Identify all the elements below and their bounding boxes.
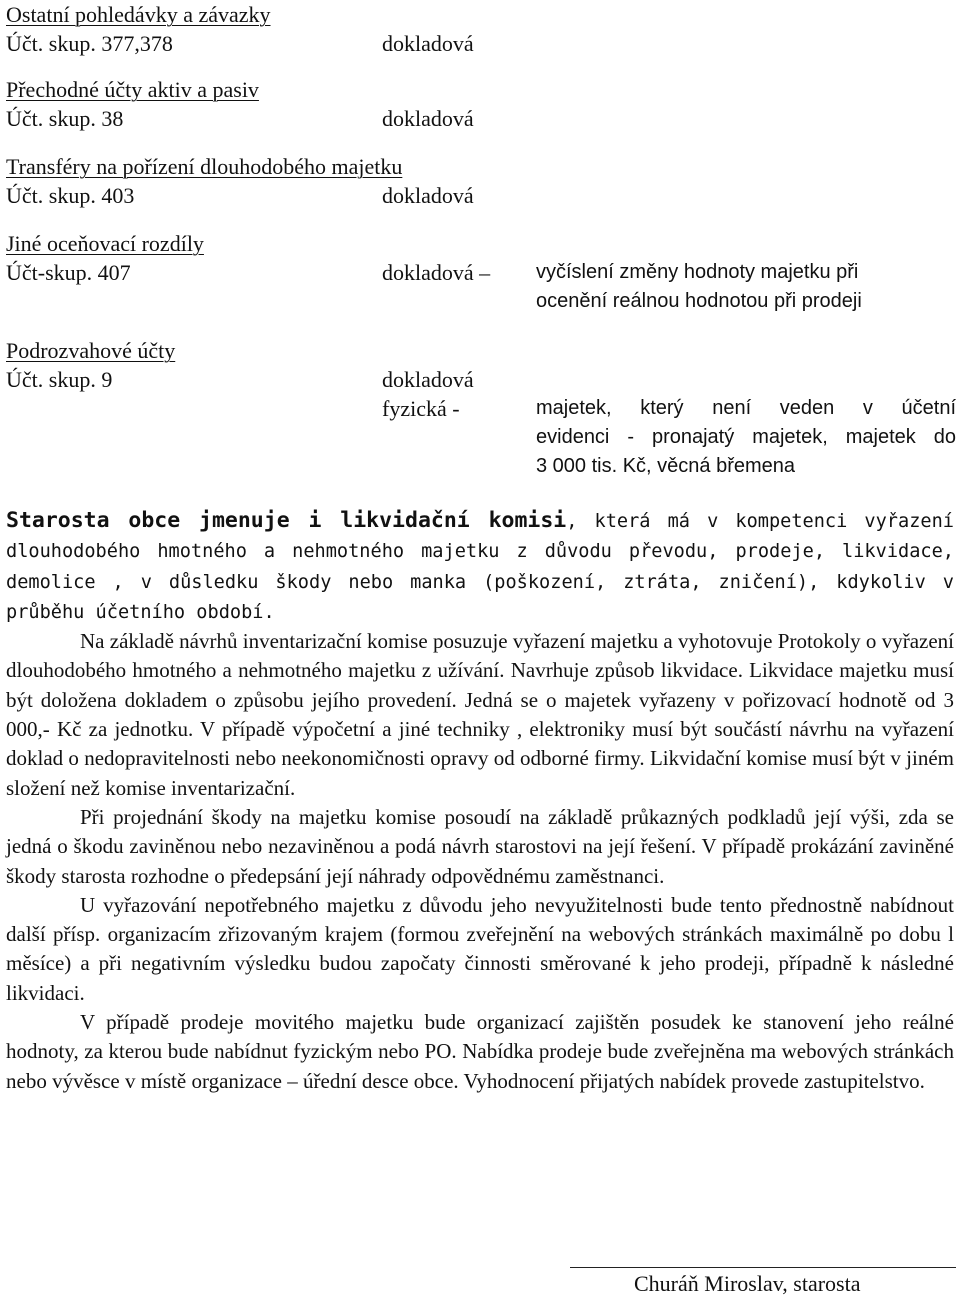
account-note-line: majetek, který není veden v účetní bbox=[536, 397, 956, 419]
signature: Churáň Miroslav, starosta bbox=[634, 1271, 861, 1296]
account-note-line: 3 000 tis. Kč, věcná břemena bbox=[536, 455, 796, 477]
inventory-kind: dokladová bbox=[382, 367, 474, 392]
account-group-9 bbox=[6, 336, 956, 481]
account-group-407 bbox=[6, 229, 956, 316]
inventory-kind: dokladová bbox=[382, 183, 474, 208]
paragraph-disposal: U vyřazování nepotřebného majetku z důvodu jeho nevyužitelnosti bude tento přednostně nabídnout další přísp. organizacím zřizovaným krajem (formou zveřejnění na webových stránkách maximálně po dobu l měsíce) a při negativním výsledku budou započaty činnosti směrované k jeho prodeji, případně k následné likvidaci. bbox=[6, 892, 954, 1005]
account-group-377 bbox=[6, 0, 956, 58]
account-note-line: evidenci - pronajatý majetek, majetek do bbox=[536, 426, 956, 448]
account-group-38 bbox=[6, 75, 956, 133]
paragraph-damage: Při projednání škody na majetku komise posoudí na základě průkazných podkladů její výši, zda se jedná o škodu zaviněnou nebo nezaviněnou a podá návrh starostovi na její řešení. V případě prokázání zaviněné škody starosta rozhodne o předepsání její náhrady odpovědnému zaměstnanci. bbox=[6, 804, 954, 888]
account-group-403 bbox=[6, 152, 956, 210]
account-code: Účt. skup. 377,378 bbox=[6, 31, 173, 56]
account-heading: Transféry na pořízení dlouhodobého majetku bbox=[6, 154, 403, 179]
account-code: Účt-skup. 407 bbox=[6, 260, 131, 285]
account-heading: Jiné oceňovací rozdíly bbox=[6, 231, 204, 256]
account-note-line: vyčíslení změny hodnoty majetku při bbox=[536, 261, 859, 283]
inventory-kind: dokladová – bbox=[382, 260, 491, 285]
account-note-line: ocenění reálnou hodnotou při prodeji bbox=[536, 290, 862, 312]
inventory-kind-secondary: fyzická - bbox=[382, 396, 460, 421]
paragraph-sale: V případě prodeje movitého majetku bude organizací zajištěn posudek ke stanovení jeho reálné hodnoty, za kterou bude nabídnut fyzickým nebo PO. Nabídka prodeje bude zveřejněna ma webových stránkách nebo vývěsce v místě organizace – úřední desce obce. Vyhodnocení přijatých nabídek provede zastupitelstvo. bbox=[6, 1010, 954, 1093]
account-code: Účt. skup. 9 bbox=[6, 367, 113, 392]
paragraph-commission bbox=[6, 506, 954, 627]
account-heading: Podrozvahové účty bbox=[6, 338, 176, 363]
document-body bbox=[6, 506, 954, 1096]
paragraph-inventory: Na základě návrhů inventarizační komise posuzuje vyřazení majetku a vyhotovuje Protokoly o vyřazení dlouhodobého hmotného a nehmotného majetku z užívání. Navrhuje způsob likvidace. Likvidace majetku musí být doložena dokladem o způsobu jejího provedení. Jedná se o majetek vyřazeny v pořizovací hodnotě od 3 000,- Kč za jednotku. V případě výpočetní a jiné techniky , elektroniky musí být součástí návrhu na vyřazení doklad o nedopravitelnosti nebo neekonomičnosti opravy od odborné firmy. Likvidační komise musí být v jiném složení než komise inventarizační. bbox=[6, 629, 954, 800]
signature-line bbox=[570, 1267, 956, 1268]
account-heading: Ostatní pohledávky a závazky bbox=[6, 2, 271, 27]
paragraph-text: , která má v kompetenci vyřazení dlouhodobého hmotného a nehmotného majetku z důvodu převodu, prodeje, likvidace, demolice , v důsledku škody nebo manka (poškození, ztráta, zničení), kdykoliv v průběhu účetního období. bbox=[6, 511, 954, 623]
account-code: Účt. skup. 38 bbox=[6, 106, 124, 131]
inventory-kind: dokladová bbox=[382, 106, 474, 131]
paragraph-lead: Starosta obce jmenuje i likvidační komisi bbox=[6, 508, 567, 533]
account-code: Účt. skup. 403 bbox=[6, 183, 135, 208]
inventory-kind: dokladová bbox=[382, 31, 474, 56]
account-heading: Přechodné účty aktiv a pasiv bbox=[6, 77, 259, 102]
